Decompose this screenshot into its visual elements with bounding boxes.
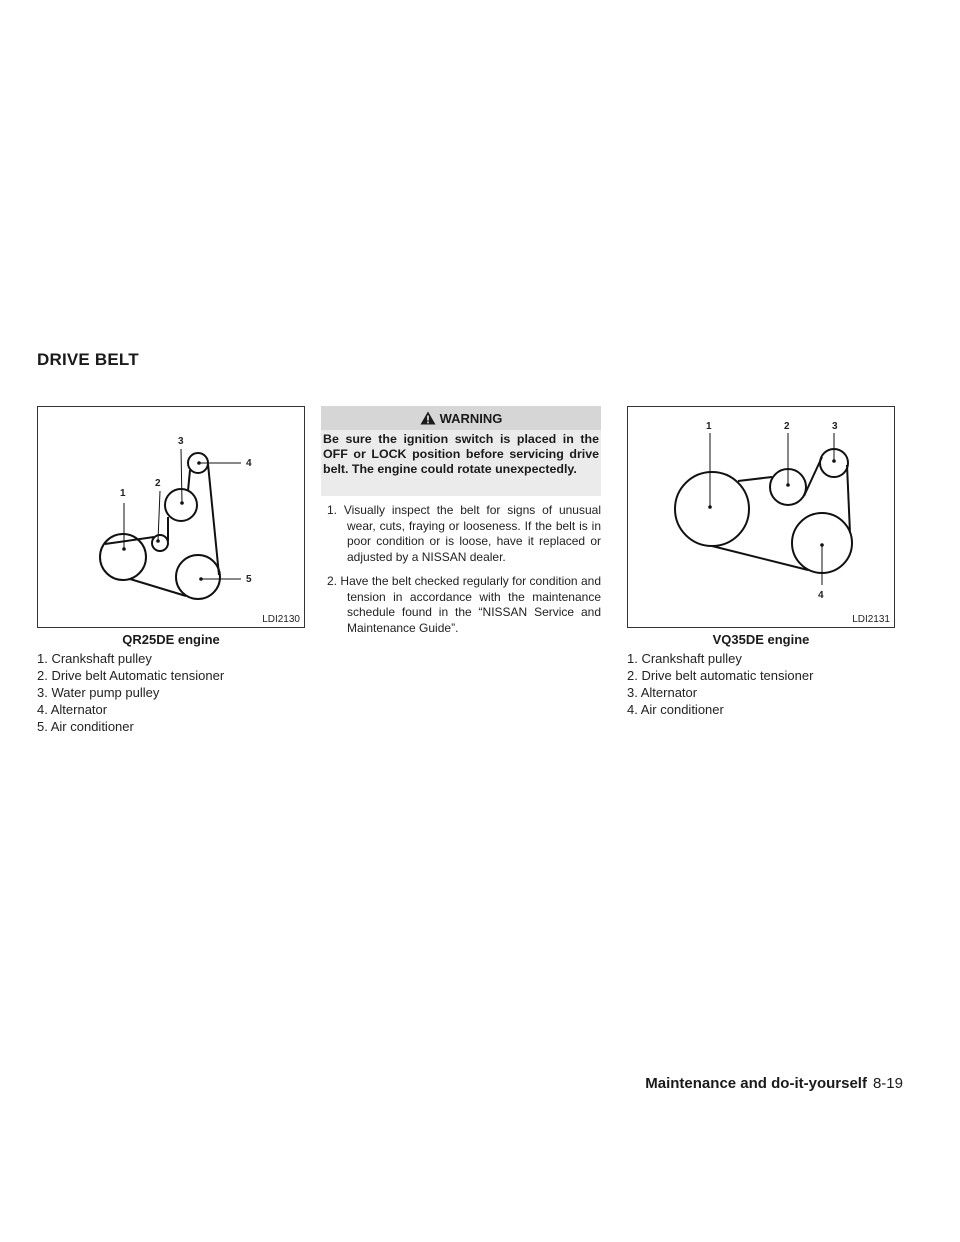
- legend-item: 2. Drive belt automatic tensioner: [627, 668, 814, 683]
- callout-3: 3: [832, 421, 838, 432]
- chapter-title: Maintenance and do-it-yourself: [645, 1075, 867, 1092]
- leader-line-3: [181, 449, 182, 503]
- crankshaft-pulley-shape: [675, 472, 749, 546]
- legend-item: 2. Drive belt Automatic tensioner: [37, 668, 225, 683]
- callout-3: 3: [178, 436, 184, 447]
- callout-2: 2: [784, 421, 790, 432]
- step-item: 1. Visually inspect the belt for signs of unusual wear, cuts, fraying or looseness. If the belt is in poor condition or is loose, have it replaced or adjusted by a NISSAN dealer.: [327, 503, 601, 564]
- vq35de-belt-diagram: [627, 406, 895, 628]
- figure-code: LDI2131: [852, 614, 890, 625]
- legend-item: 4. Air conditioner: [627, 702, 724, 717]
- figure-code: LDI2130: [262, 614, 300, 625]
- legend-item: 5. Air conditioner: [37, 719, 134, 734]
- inspection-steps: [327, 503, 601, 645]
- belt-segment: [188, 470, 190, 491]
- legend-item: 3. Alternator: [627, 685, 698, 700]
- callout-1: 1: [706, 421, 712, 432]
- callout-2: 2: [155, 478, 161, 489]
- belt-segment: [105, 537, 154, 544]
- tensioner-pulley-shape: [152, 535, 168, 551]
- callout-5: 5: [246, 574, 252, 585]
- warning-header: [321, 406, 601, 430]
- section-title: DRIVE BELT: [37, 350, 139, 369]
- belt-segment: [738, 477, 772, 481]
- vq35de-caption: VQ35DE engine: [712, 632, 810, 647]
- belt-segment: [804, 457, 822, 496]
- page-number: 8-19: [872, 1075, 903, 1092]
- legend-item: 3. Water pump pulley: [37, 685, 160, 700]
- warning-text: Be sure the ignition switch is placed in the OFF or LOCK position before servicing drive belt. The engine could rotate unexpectedly.: [321, 430, 601, 496]
- qr25de-belt-diagram: [37, 406, 305, 628]
- callout-1: 1: [120, 488, 126, 499]
- warning-icon: [420, 411, 436, 425]
- warning-title: WARNING: [439, 410, 503, 426]
- step-item: 2. Have the belt checked regularly for condition and tension in accordance with the maintenance schedule found in the “NISSAN Service and Maintenance Guide”.: [327, 574, 601, 635]
- belt-segment: [847, 465, 850, 533]
- page-footer: [645, 1075, 903, 1092]
- qr25de-legend: [37, 650, 224, 735]
- legend-item: 1. Crankshaft pulley: [627, 651, 742, 666]
- vq35de-legend: [627, 650, 813, 718]
- vq35de-belt-drawing: [628, 407, 894, 627]
- qr25de-caption: QR25DE engine: [122, 632, 220, 647]
- water-pump-pulley-shape: [165, 489, 197, 521]
- air-conditioner-pulley-shape: [176, 555, 220, 599]
- callout-4: 4: [818, 590, 824, 601]
- leader-line-2: [158, 491, 160, 541]
- callout-4: 4: [246, 458, 252, 469]
- qr25de-belt-drawing: [38, 407, 304, 627]
- legend-item: 4. Alternator: [37, 702, 108, 717]
- legend-item: 1. Crankshaft pulley: [37, 651, 152, 666]
